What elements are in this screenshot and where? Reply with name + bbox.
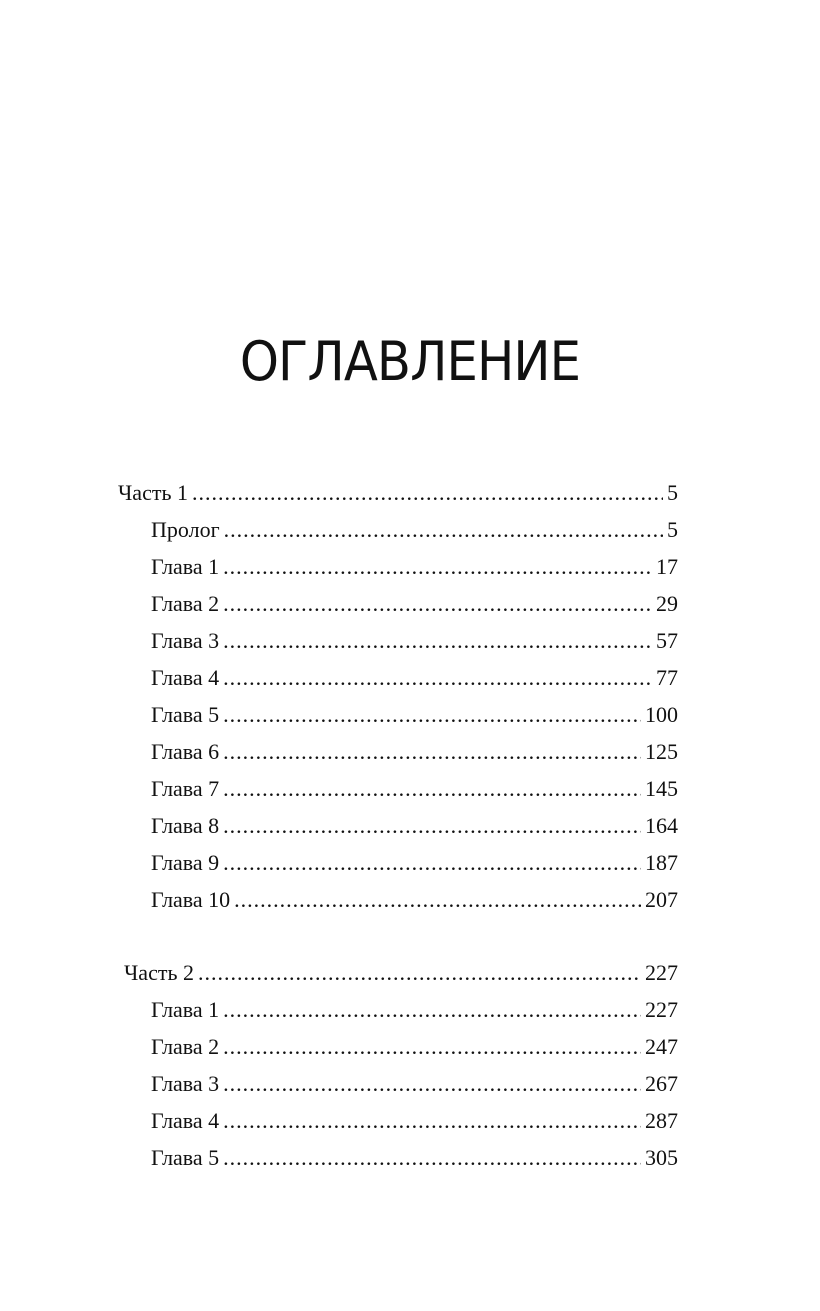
toc-entry-label: Глава 4: [151, 1108, 220, 1133]
toc-page-number: 267: [645, 1071, 678, 1096]
dot-leader: [223, 700, 641, 730]
toc-entry-row[interactable]: [151, 1069, 678, 1099]
toc-entry-label: Глава 1: [151, 997, 220, 1022]
toc-page-number: 77: [656, 665, 678, 690]
dot-leader: [223, 1032, 641, 1062]
toc-entry-label: Часть 2: [124, 960, 194, 985]
dot-leader: [223, 663, 652, 693]
dot-leader: [223, 1143, 641, 1173]
toc-page-number: 227: [645, 960, 678, 985]
toc-entry-row[interactable]: [151, 626, 678, 656]
toc-page-number: 29: [656, 591, 678, 616]
toc-entry-row[interactable]: [151, 737, 678, 767]
dot-leader: [223, 848, 641, 878]
toc-page-number: 227: [645, 997, 678, 1022]
toc-page-number: 5: [667, 517, 678, 542]
toc-entry-row[interactable]: [151, 1032, 678, 1062]
dot-leader: [223, 552, 652, 582]
toc-entry-row[interactable]: [151, 515, 678, 545]
toc-page-number: 57: [656, 628, 678, 653]
toc-entry-row[interactable]: [151, 589, 678, 619]
toc-entry-label: Глава 1: [151, 554, 220, 579]
toc-entry-label: Глава 3: [151, 628, 220, 653]
toc-page-number: 100: [645, 702, 678, 727]
toc-entry-row[interactable]: [151, 552, 678, 582]
toc-entry-label: Глава 8: [151, 813, 220, 838]
toc-entry-row[interactable]: [151, 1106, 678, 1136]
toc-entry-label: Глава 7: [151, 776, 220, 801]
toc-entry-row[interactable]: [151, 848, 678, 878]
dot-leader: [223, 811, 641, 841]
toc-entry-label: Глава 2: [151, 1034, 220, 1059]
dot-leader: [224, 515, 663, 545]
toc-entry-label: Глава 9: [151, 850, 220, 875]
dot-leader: [223, 995, 641, 1025]
page-title: ОГЛАВЛЕНИЕ: [239, 330, 581, 393]
dot-leader: [223, 626, 652, 656]
toc-entry-label: Глава 10: [151, 887, 231, 912]
toc-entry-row[interactable]: [151, 995, 678, 1025]
dot-leader: [223, 1106, 641, 1136]
dot-leader: [223, 774, 641, 804]
dot-leader: [223, 737, 641, 767]
toc-entry-label: Глава 2: [151, 591, 220, 616]
toc-entry-row[interactable]: [151, 700, 678, 730]
toc-entry-label: Глава 5: [151, 702, 220, 727]
toc-entry-row[interactable]: [151, 663, 678, 693]
toc-entry-row[interactable]: [151, 885, 678, 915]
dot-leader: [198, 958, 641, 988]
toc-entry-label: Глава 6: [151, 739, 220, 764]
toc-entry-label: Глава 3: [151, 1071, 220, 1096]
toc-page-number: 247: [645, 1034, 678, 1059]
dot-leader: [234, 885, 641, 915]
toc-page-number: 287: [645, 1108, 678, 1133]
toc-entry-label: Пролог: [151, 517, 220, 542]
toc-page-number: 187: [645, 850, 678, 875]
toc-page-number: 17: [656, 554, 678, 579]
toc-page-number: 125: [645, 739, 678, 764]
toc-entry-label: Глава 5: [151, 1145, 220, 1170]
toc-page-number: 305: [645, 1145, 678, 1170]
toc-entry-row[interactable]: [151, 1143, 678, 1173]
dot-leader: [223, 589, 652, 619]
toc-page-number: 145: [645, 776, 678, 801]
dot-leader: [192, 478, 663, 508]
toc-entry-label: Часть 1: [118, 480, 188, 505]
toc-page-number: 5: [667, 480, 678, 505]
dot-leader: [223, 1069, 641, 1099]
toc-part-row[interactable]: [124, 958, 678, 988]
toc-part-row[interactable]: [118, 478, 678, 508]
toc-entry-row[interactable]: [151, 774, 678, 804]
toc-entry-label: Глава 4: [151, 665, 220, 690]
toc-entry-row[interactable]: [151, 811, 678, 841]
toc-page-number: 164: [645, 813, 678, 838]
toc-page-number: 207: [645, 887, 678, 912]
